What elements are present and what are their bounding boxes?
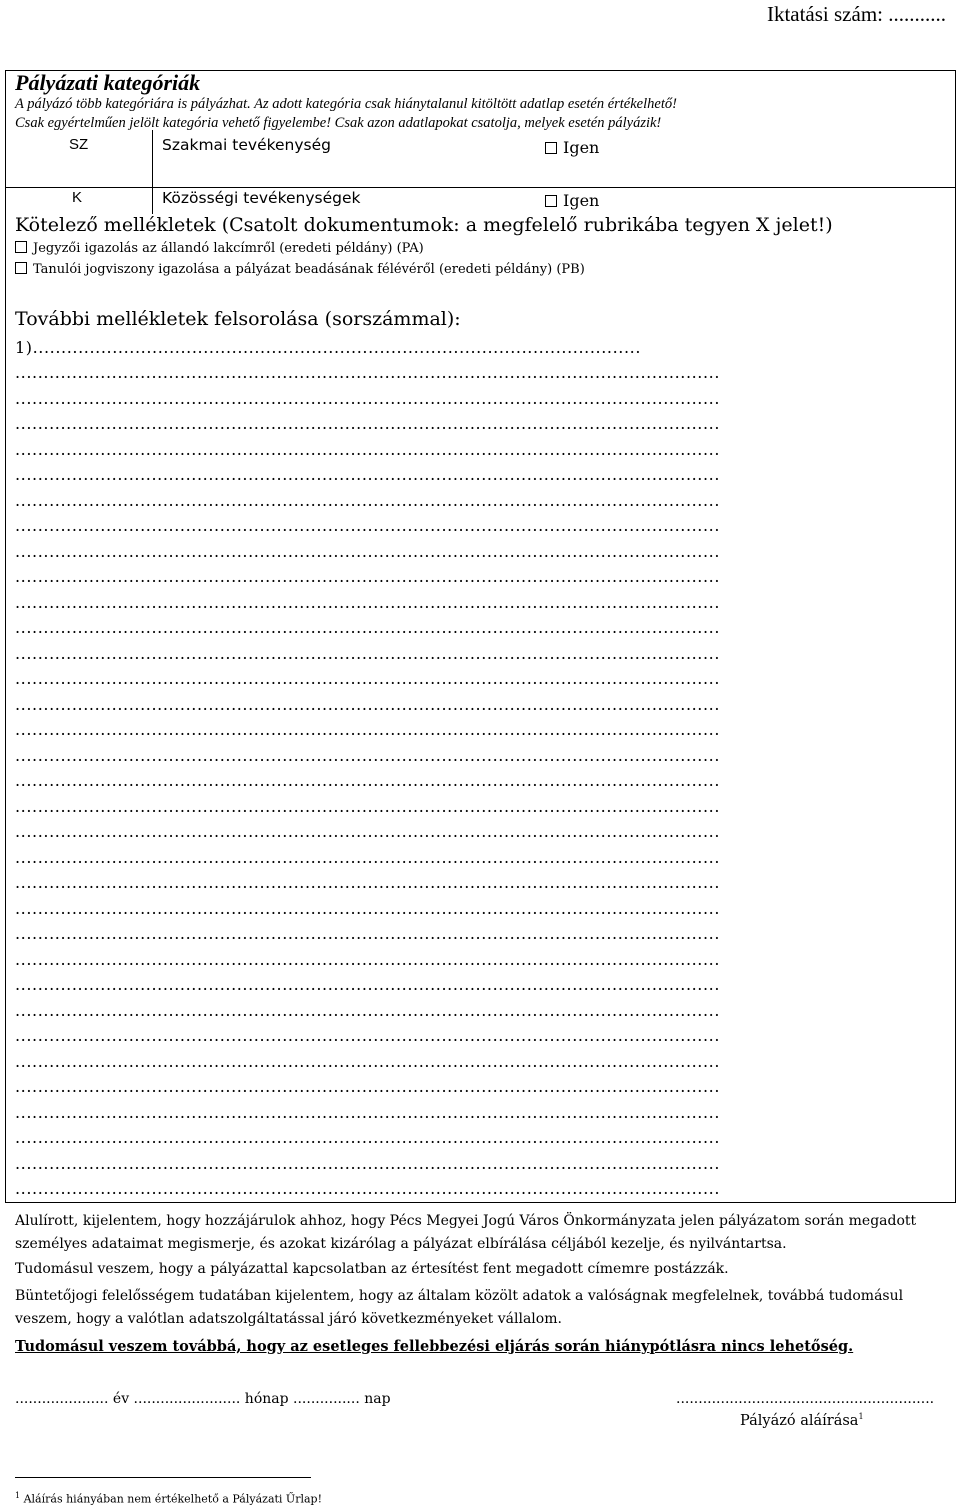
category-name-kozossegi: Közösségi tevékenységek xyxy=(162,189,361,207)
further-line[interactable]: ............................................................................................................................ xyxy=(15,516,721,535)
further-line[interactable]: ............................................................................................................................ xyxy=(15,924,721,943)
attachment-pb-label: Tanulói jogviszony igazolása a pályázat beadásának félévéről (eredeti példány) (PB) xyxy=(33,262,585,277)
further-line[interactable]: ............................................................................................................................ xyxy=(15,1052,721,1071)
footnote-text: Aláírás hiányában nem értékelhető a Pályázati Űrlap! xyxy=(23,1492,323,1506)
checkbox-pb[interactable] xyxy=(15,262,27,274)
signature-label-text: Pályázó aláírása xyxy=(740,1412,859,1429)
further-line[interactable]: ............................................................................................................................ xyxy=(15,975,721,994)
option-label-k: Igen xyxy=(563,191,600,210)
further-line[interactable]: ............................................................................................................................ xyxy=(15,1103,721,1122)
date-field[interactable]: ..................... év ........................ hónap ............... nap xyxy=(15,1391,391,1407)
category-option-sz[interactable] xyxy=(545,138,599,157)
category-code-k: K xyxy=(72,189,83,206)
attachment-pa[interactable] xyxy=(15,241,424,256)
signature-label xyxy=(740,1412,864,1429)
category-divider xyxy=(152,130,153,214)
further-line[interactable]: ............................................................................................................................ xyxy=(15,1001,721,1020)
further-line[interactable]: ............................................................................................................................ xyxy=(15,491,721,510)
further-line-1[interactable]: 1)........................................................................................................... xyxy=(15,338,642,357)
further-line[interactable]: ............................................................................................................................ xyxy=(15,618,721,637)
further-line[interactable]: ............................................................................................................................ xyxy=(15,822,721,841)
further-line[interactable]: ............................................................................................................................ xyxy=(15,542,721,561)
footnote-ref: 1 xyxy=(858,1412,864,1421)
further-line[interactable]: ............................................................................................................................ xyxy=(15,669,721,688)
further-line[interactable]: ............................................................................................................................ xyxy=(15,873,721,892)
checkbox-k[interactable] xyxy=(545,195,557,207)
further-line[interactable]: ............................................................................................................................ xyxy=(15,695,721,714)
further-line[interactable]: ............................................................................................................................ xyxy=(15,1026,721,1045)
footnote-mark: 1 xyxy=(15,1491,21,1500)
further-line[interactable]: ............................................................................................................................ xyxy=(15,797,721,816)
further-line[interactable]: ............................................................................................................................ xyxy=(15,720,721,739)
further-line[interactable]: ............................................................................................................................ xyxy=(15,1179,721,1198)
further-line[interactable]: ............................................................................................................................ xyxy=(15,1128,721,1147)
further-line[interactable]: ............................................................................................................................ xyxy=(15,848,721,867)
further-line[interactable]: ............................................................................................................................ xyxy=(15,1154,721,1173)
option-label-sz: Igen xyxy=(563,138,600,157)
categories-title: Pályázati kategóriák xyxy=(15,70,201,95)
declaration-appeal: Tudomásul veszem továbbá, hogy az esetleges fellebbezési eljárás során hiánypótlásra nincs lehetőség. xyxy=(15,1338,854,1355)
attachment-pa-label: Jegyzői igazolás az állandó lakcímről (eredeti példány) (PA) xyxy=(33,241,424,256)
further-line[interactable]: ............................................................................................................................ xyxy=(15,771,721,790)
further-line[interactable]: ............................................................................................................................ xyxy=(15,440,721,459)
categories-intro-line-1: A pályázó több kategóriára is pályázhat. Az adott kategória csak hiánytalanul kitöltött adatlap esetén értékelhető! xyxy=(15,96,677,112)
further-line[interactable]: ............................................................................................................................ xyxy=(15,899,721,918)
further-line[interactable]: ............................................................................................................................ xyxy=(15,389,721,408)
further-line[interactable]: ............................................................................................................................ xyxy=(15,414,721,433)
declaration-notification: Tudomásul veszem, hogy a pályázattal kapcsolatban az értesítést fent megadott címemre postázzák. xyxy=(15,1261,729,1277)
declaration-consent: Alulírott, kijelentem, hogy hozzájárulok ahhoz, hogy Pécs Megyei Jogú Város Önkormányzata jelen pályázatom során megadott személyes adataimat megismerje, és azokat kizárólag a pályázat elbírálása céljából kezelje, és nyilvántartsa. xyxy=(15,1213,917,1252)
category-name-szakmai: Szakmai tevékenység xyxy=(162,136,332,154)
registry-number: Iktatási szám: ........... xyxy=(766,2,946,26)
category-code-sz: SZ xyxy=(69,136,89,153)
declaration-liability: Büntetőjogi felelősségem tudatában kijelentem, hogy az általam közölt adatok a valóságnak megfelelnek, továbbá tudomásul veszem, hogy a valótlan adatszolgáltatással járó következményeket vállalom. xyxy=(15,1288,904,1327)
category-option-k[interactable] xyxy=(545,191,599,210)
checkbox-sz[interactable] xyxy=(545,142,557,154)
further-line[interactable]: ............................................................................................................................ xyxy=(15,363,721,382)
further-line[interactable]: ............................................................................................................................ xyxy=(15,465,721,484)
further-line[interactable]: ............................................................................................................................ xyxy=(15,644,721,663)
attachments-title: Kötelező mellékletek (Csatolt dokumentumok: a megfelelő rubrikába tegyen X jelet!) xyxy=(15,214,833,236)
further-line[interactable]: ............................................................................................................................ xyxy=(15,950,721,969)
further-line[interactable]: ............................................................................................................................ xyxy=(15,746,721,765)
further-attachments-title: További mellékletek felsorolása (sorszámmal): xyxy=(15,308,461,330)
categories-intro-line-2: Csak egyértelműen jelölt kategória vehető figyelembe! Csak azon adatlapokat csatolja, melyek esetén pályázik! xyxy=(15,115,662,131)
attachment-pb[interactable] xyxy=(15,262,585,277)
checkbox-pa[interactable] xyxy=(15,241,27,253)
signature-line[interactable]: .......................................................... xyxy=(676,1391,935,1407)
footnote-separator xyxy=(15,1477,311,1478)
further-line[interactable]: ............................................................................................................................ xyxy=(15,567,721,586)
further-line[interactable]: ............................................................................................................................ xyxy=(15,1077,721,1096)
footnote xyxy=(15,1491,322,1506)
further-line[interactable]: ............................................................................................................................ xyxy=(15,593,721,612)
